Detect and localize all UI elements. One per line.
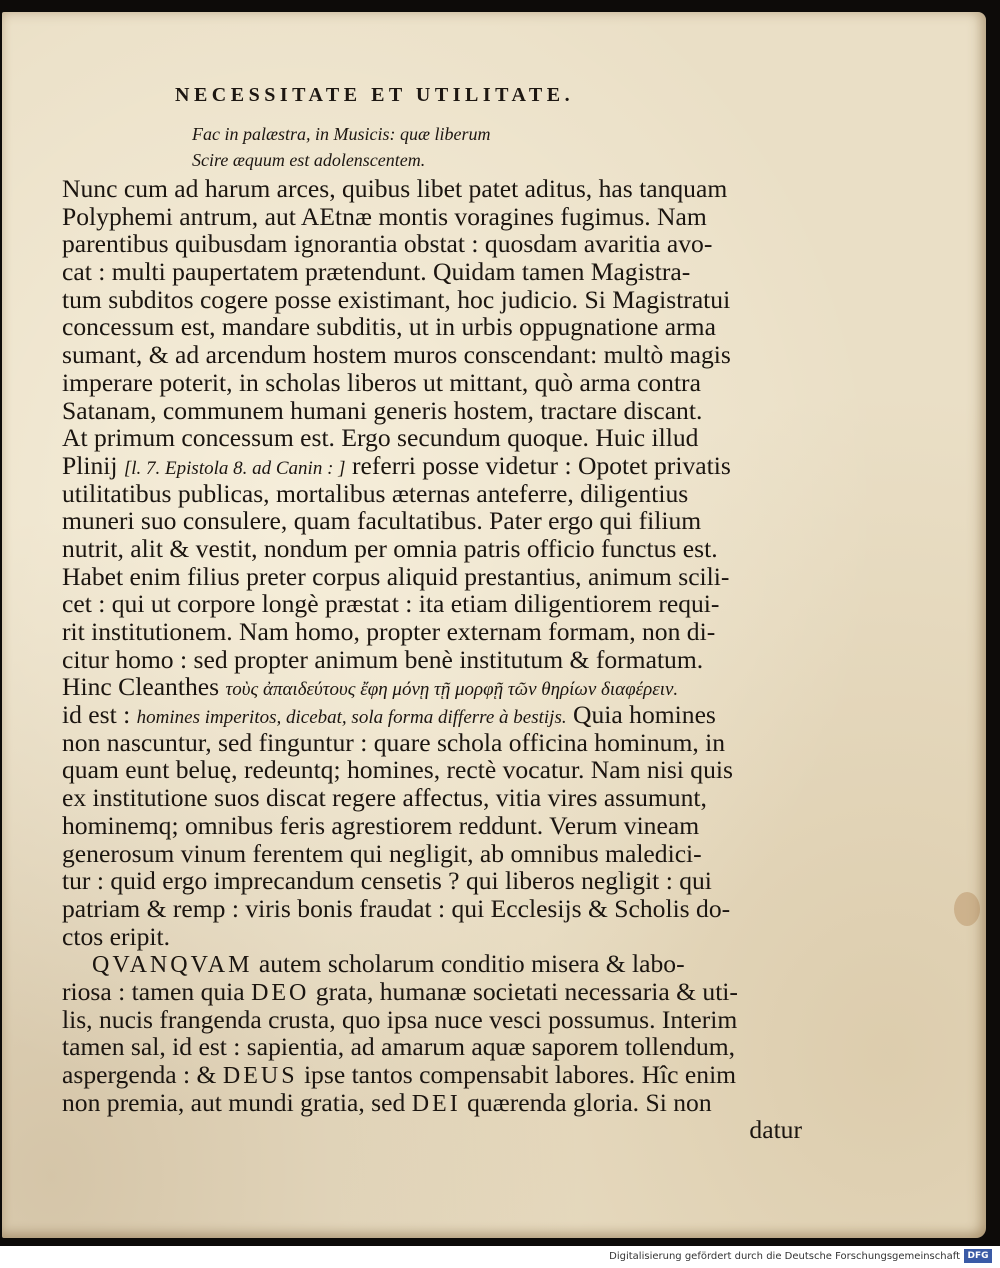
text-line xyxy=(62,701,802,729)
body-text xyxy=(62,175,802,1144)
text-segment: At primum concessum est. Ergo secundum quoque. Huic illud xyxy=(62,423,699,453)
text-line xyxy=(62,840,802,868)
text-line xyxy=(62,812,802,840)
text-segment: tur : quid ergo imprecandum censetis ? qui liberos negligit : qui xyxy=(62,866,712,896)
text-segment: DEI xyxy=(411,1090,461,1117)
text-segment: ex institutione suos discat regere affectus, vitia vires assumunt, xyxy=(62,783,707,813)
text-line xyxy=(62,618,802,646)
text-line xyxy=(62,424,802,452)
text-line xyxy=(62,452,802,480)
text-segment: rit institutionem. Nam homo, propter externam formam, non di- xyxy=(62,617,716,646)
verse-line-2: Scire æquum est adolenscentem. xyxy=(192,150,426,170)
text-segment: autem scholarum conditio misera & labo- xyxy=(252,949,685,979)
text-line xyxy=(62,175,802,203)
text-segment: nutrit, alit & vestit, nondum per omnia patris officio functus est. xyxy=(62,533,718,563)
text-line xyxy=(62,230,802,258)
text-line xyxy=(62,784,802,812)
running-head: NECESSITATE ET UTILITATE. xyxy=(175,84,575,106)
text-segment: Plinij xyxy=(62,450,124,480)
text-segment: QVANQVAM xyxy=(92,952,253,979)
text-segment: muneri suo consulere, quam facultatibus. Pater ergo qui filium xyxy=(62,506,702,536)
text-segment: quærenda gloria. Si non xyxy=(460,1087,712,1117)
text-segment: datur xyxy=(749,1115,802,1145)
dfg-logo: DFG xyxy=(964,1249,992,1263)
text-segment: concessum est, mandare subditis, ut in urbis oppugnatione arma xyxy=(62,312,716,342)
text-line xyxy=(62,895,802,923)
text-line xyxy=(62,1089,802,1117)
text-line xyxy=(62,313,802,341)
text-segment: tamen sal, id est : sapientia, ad amarum aquæ saporem tollendum, xyxy=(62,1032,736,1062)
text-line xyxy=(62,867,802,895)
text-line xyxy=(62,673,802,701)
verse-line-1: Fac in palæstra, in Musicis: quæ liberum xyxy=(192,124,491,144)
text-segment: τοὺς ἀπαιδεύτους ἔφη μόνῃ τῇ μορφῇ τῶν θηρίων διαφέρειν. xyxy=(225,679,679,701)
text-line xyxy=(62,507,802,535)
text-line xyxy=(62,369,802,397)
text-segment: DEO xyxy=(251,979,310,1006)
text-line xyxy=(62,203,802,231)
footer-bar xyxy=(0,1246,1000,1268)
text-segment: non premia, aut mundi gratia, sed xyxy=(62,1087,412,1117)
text-segment: tum subditos cogere posse existimant, hoc judicio. Si Magistratui xyxy=(62,284,731,314)
text-line xyxy=(62,756,802,784)
paper-stain xyxy=(954,892,980,926)
text-segment: Quia homines xyxy=(566,700,716,730)
text-segment: grata, humanæ societati necessaria & uti- xyxy=(309,976,738,1006)
text-line xyxy=(62,729,802,757)
text-segment: homines imperitos, dicebat, sola forma differre à bestijs. xyxy=(136,707,567,729)
text-segment: non nascuntur, sed finguntur : quare schola officina hominum, in xyxy=(62,727,726,757)
text-line xyxy=(62,978,802,1006)
text-segment: Polyphemi antrum, aut AEtnæ montis voragines fugimus. Nam xyxy=(62,201,707,231)
text-line xyxy=(62,1116,802,1144)
text-segment: aspergenda : & xyxy=(62,1060,223,1089)
text-segment: sumant, & ad arcendum hostem muros conscendant: multò magis xyxy=(62,340,731,370)
text-segment: parentibus quibusdam ignorantia obstat : quosdam avaritia avo- xyxy=(62,229,713,259)
text-line xyxy=(62,535,802,563)
text-segment: quam eunt beluę, redeuntq; homines, rectè vocatur. Nam nisi quis xyxy=(62,755,733,785)
text-line xyxy=(62,950,802,978)
text-line xyxy=(62,341,802,369)
text-segment: Habet enim filius preter corpus aliquid prestantius, animum scili- xyxy=(62,561,730,591)
text-segment: Nunc cum ad harum arces, quibus libet patet aditus, has tanquam xyxy=(62,174,728,203)
text-line xyxy=(62,1033,802,1061)
text-segment: ctos eripit. xyxy=(62,921,171,951)
text-line xyxy=(62,563,802,591)
text-segment: patriam & remp : viris bonis fraudat : qui Ecclesijs & Scholis do- xyxy=(62,893,731,923)
text-segment: DEUS xyxy=(222,1063,298,1089)
text-segment: hominemq; omnibus feris agrestiorem reddunt. Verum vineam xyxy=(62,810,700,840)
text-line xyxy=(62,646,802,674)
text-line xyxy=(62,590,802,618)
text-segment: generosum vinum ferentem qui negligit, ab omnibus maledici- xyxy=(62,838,702,868)
text-line xyxy=(62,1061,802,1089)
text-line xyxy=(62,1006,802,1034)
text-segment: lis, nucis frangenda crusta, quo ipsa nuce vesci possumus. Interim xyxy=(62,1004,738,1034)
text-segment: citur homo : sed propter animum benè institutum & formatum. xyxy=(62,644,704,674)
text-segment: riosa : tamen quia xyxy=(62,976,252,1006)
text-segment: ipse tantos compensabit labores. Hîc enim xyxy=(297,1060,737,1089)
text-line xyxy=(62,286,802,314)
text-segment: imperare poterit, in scholas liberos ut mittant, quò arma contra xyxy=(62,367,701,397)
text-line xyxy=(62,480,802,508)
text-segment: Satanam, communem humani generis hostem, tractare discant. xyxy=(62,395,703,425)
text-segment: id est : xyxy=(62,700,137,730)
text-segment: Hinc Cleanthes xyxy=(62,672,226,702)
text-segment: referri posse videtur : Opotet privatis xyxy=(345,450,731,480)
text-line xyxy=(62,258,802,286)
text-segment: cet : qui ut corpore longè præstat : ita etiam diligentiorem requi- xyxy=(62,589,720,619)
text-segment: utilitatibus publicas, mortalibus æternas anteferre, diligentius xyxy=(62,478,689,508)
text-line xyxy=(62,923,802,951)
text-line xyxy=(62,397,802,425)
text-segment: [l. 7. Epistola 8. ad Canin : ] xyxy=(123,457,346,479)
dfg-credit: Digitalisierung gefördert durch die Deutsche Forschungsgemeinschaft xyxy=(609,1251,960,1262)
text-segment: cat : multi paupertatem prætendunt. Quidam tamen Magistra- xyxy=(62,257,691,287)
